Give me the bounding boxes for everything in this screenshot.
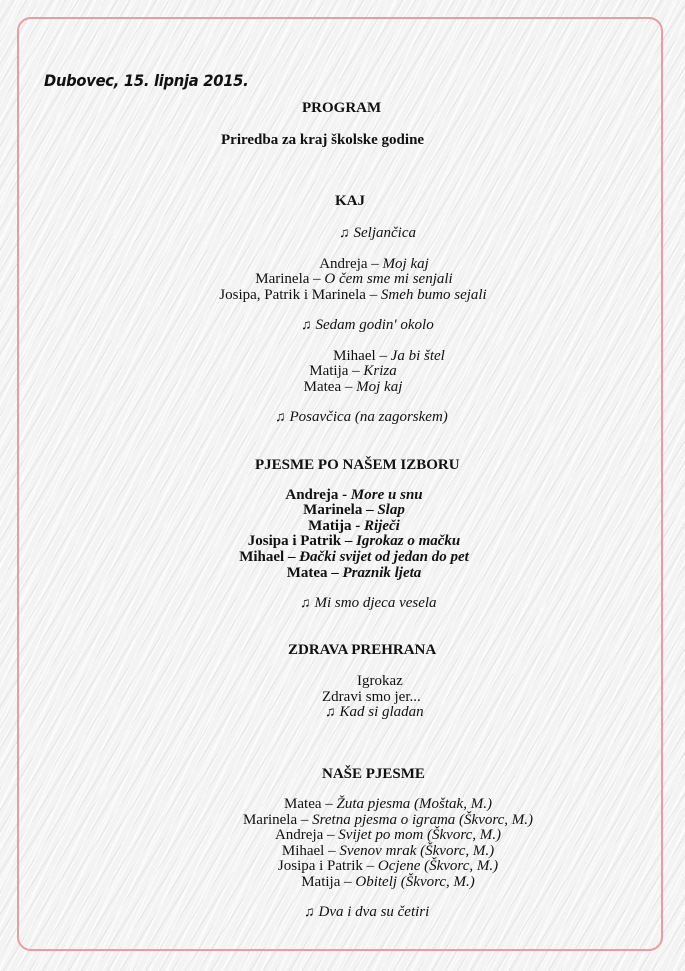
- performer-name: Marinela: [303, 502, 363, 518]
- song-dva-i-dva: [304, 904, 429, 921]
- performance-line: [243, 812, 533, 828]
- separator: –: [309, 271, 325, 287]
- work-title: Đački svijet od jedan do pet: [299, 549, 469, 565]
- performer-name: Matea: [303, 379, 342, 395]
- kaj-heading: KAJ: [335, 193, 365, 209]
- performance-line: [239, 549, 469, 565]
- performer-name: Marinela: [242, 812, 298, 828]
- performance-line: [287, 565, 422, 581]
- performer-name: Josipa i Patrik: [277, 858, 363, 874]
- separator: -: [338, 487, 351, 503]
- work-title: Kriza: [363, 363, 397, 379]
- separator: –: [375, 348, 391, 364]
- performance-line: [278, 858, 498, 874]
- performer-name: Andreja: [319, 256, 368, 272]
- performance-line: [319, 256, 429, 272]
- separator: –: [321, 796, 337, 812]
- zdrava-line-igrokaz: Igrokaz: [357, 673, 403, 689]
- separator: –: [362, 858, 378, 874]
- performance-line: [284, 796, 492, 812]
- song-kad-si-gladan: [325, 704, 424, 721]
- music-note-icon: ♫: [275, 410, 286, 425]
- separator: –: [362, 502, 378, 518]
- performer-name: Josipa i Patrik: [247, 533, 342, 549]
- performer-name: Matija: [308, 518, 352, 534]
- separator: –: [367, 256, 383, 272]
- performance-line: [309, 363, 397, 379]
- performance-line: [282, 843, 494, 859]
- work-title: Ocjene (Škvorc, M.): [377, 858, 499, 874]
- zdrava-line-zdravi: Zdravi smo jer...: [322, 689, 421, 705]
- separator: -: [351, 518, 364, 534]
- song-title: Posavčica (na zagorskem): [289, 409, 448, 425]
- separator: –: [324, 843, 340, 859]
- song-mi-smo-djeca: [300, 595, 437, 612]
- work-title: O čem sme mi senjali: [324, 271, 453, 287]
- work-title: Sretna pjesma o igrama (Škvorc, M.): [312, 812, 534, 828]
- song-title: Kad si gladan: [339, 704, 424, 720]
- work-title: Igrokaz o mačku: [356, 533, 461, 549]
- performance-line: [304, 379, 403, 395]
- performance-line: [333, 348, 445, 364]
- performance-line: [219, 287, 486, 303]
- performer-name: Mihael: [333, 348, 376, 364]
- song-title: Dva i dva su četiri: [318, 904, 430, 920]
- performance-line: [303, 502, 405, 518]
- song-seljancica: [339, 225, 416, 242]
- work-title: Obitelj (Škvorc, M.): [355, 874, 475, 890]
- music-note-icon: ♫: [339, 226, 350, 241]
- separator: –: [348, 363, 364, 379]
- zdrava-heading: ZDRAVA PREHRANA: [288, 642, 437, 658]
- music-note-icon: ♫: [301, 318, 312, 333]
- performer-name: Marinela: [255, 271, 310, 287]
- performance-line: [275, 827, 501, 843]
- music-note-icon: ♫: [304, 905, 315, 920]
- pjesme-heading: PJESME PO NAŠEM IZBORU: [255, 457, 460, 473]
- song-posavcica: [275, 409, 448, 426]
- work-title: Žuta pjesma (Moštak, M.): [336, 796, 492, 812]
- performer-name: Matea: [284, 796, 322, 812]
- separator: –: [341, 379, 357, 395]
- song-title: Mi smo djeca vesela: [314, 595, 437, 611]
- performance-line: [308, 518, 400, 534]
- performance-line: [255, 271, 452, 287]
- performer-name: Matea: [286, 565, 328, 581]
- work-title: More u snu: [350, 487, 423, 503]
- performer-name: Mihael: [281, 843, 325, 859]
- separator: –: [365, 287, 381, 303]
- song-sedam-godin: [301, 317, 434, 334]
- work-title: Slap: [377, 502, 405, 518]
- song-title: Sedam godin' okolo: [315, 317, 434, 333]
- song-title: Seljančica: [353, 225, 416, 241]
- work-title: Moj kaj: [382, 256, 429, 272]
- program-subtitle: Priredba za kraj školske godine: [221, 132, 425, 148]
- separator: –: [323, 827, 339, 843]
- music-note-icon: ♫: [325, 705, 336, 720]
- performer-name: Matija: [309, 363, 349, 379]
- work-title: Svijet po mom (Škvorc, M.): [338, 827, 502, 843]
- date-line: Dubovec, 15. lipnja 2015.: [44, 71, 249, 90]
- work-title: Moj kaj: [356, 379, 403, 395]
- performer-name: Andreja: [274, 827, 324, 843]
- performance-line: [301, 874, 475, 890]
- performer-name: Josipa, Patrik i Marinela: [219, 287, 366, 303]
- performance-line: [285, 487, 422, 503]
- performer-name: Mihael: [239, 549, 285, 565]
- nase-heading: NAŠE PJESME: [322, 766, 425, 782]
- performer-name: Andreja: [285, 487, 339, 503]
- separator: –: [297, 812, 313, 828]
- performance-line: [248, 533, 461, 549]
- separator: –: [284, 549, 300, 565]
- music-note-icon: ♫: [300, 596, 311, 611]
- work-title: Smeh bumo sejali: [380, 287, 487, 303]
- separator: –: [340, 874, 356, 890]
- work-title: Svenov mrak (Škvorc, M.): [339, 843, 495, 859]
- separator: –: [327, 565, 343, 581]
- work-title: Riječi: [364, 518, 400, 534]
- work-title: Praznik ljeta: [342, 565, 422, 581]
- separator: –: [341, 533, 357, 549]
- program-title: PROGRAM: [302, 100, 382, 116]
- performer-name: Matija: [301, 874, 341, 890]
- work-title: Ja bi štel: [390, 348, 445, 364]
